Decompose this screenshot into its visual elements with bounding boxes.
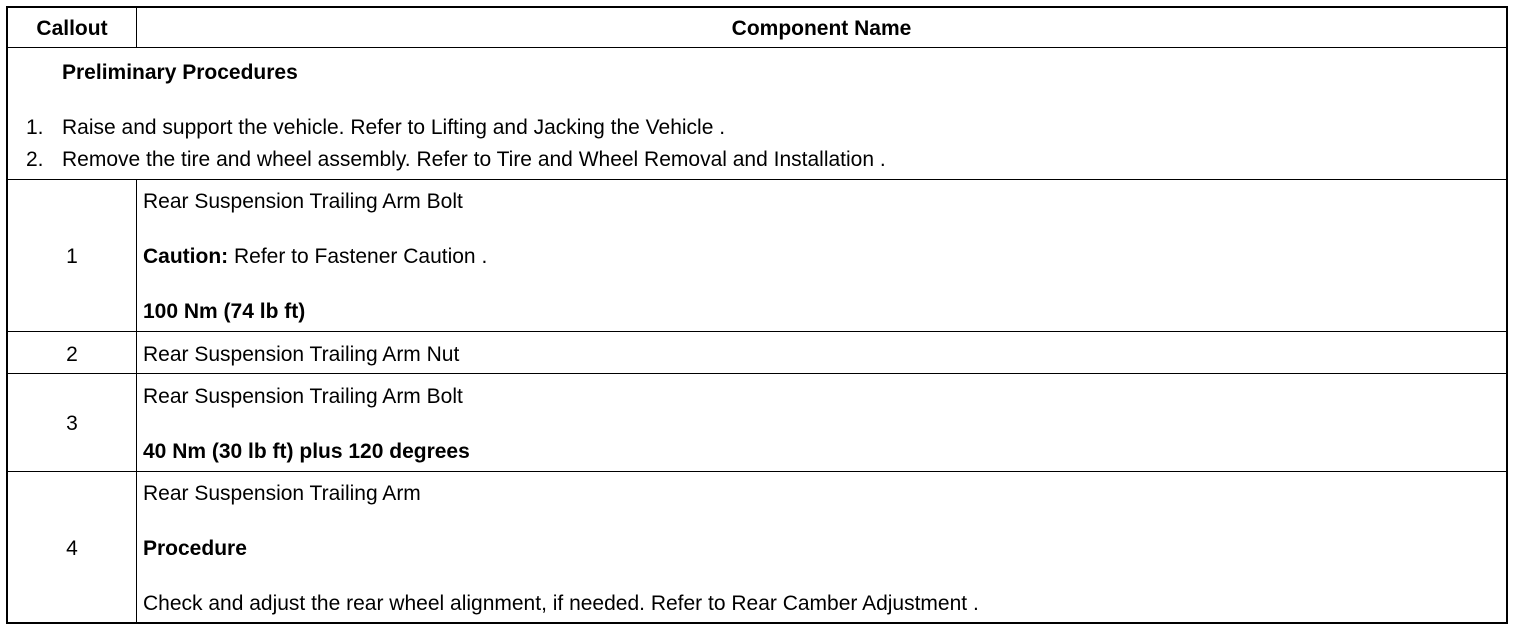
row-separator [8,179,1506,180]
callout-number: 3 [66,412,78,435]
procedure-text: Check and adjust the rear wheel alignment, if needed. Refer to Rear Camber Adjustment . [143,592,979,615]
row-separator [8,331,1506,332]
row-separator [8,471,1506,472]
preliminary-title: Preliminary Procedures [62,61,298,84]
caution-label: Caution: [143,245,229,268]
callout-number: 4 [66,537,78,560]
torque-spec: 40 Nm (30 lb ft) plus 120 degrees [143,440,470,463]
column-divider [136,179,137,624]
component-name: Rear Suspension Trailing Arm Nut [143,343,460,366]
callout-number: 2 [66,343,78,366]
caution-text: Refer to Fastener Caution . [228,245,488,268]
step-text: Raise and support the vehicle. Refer to Lifting and Jacking the Vehicle . [62,116,726,139]
component-table [6,6,1508,624]
component-name: Rear Suspension Trailing Arm [143,482,421,505]
step-text: Remove the tire and wheel assembly. Refer to Tire and Wheel Removal and Installation . [62,148,886,171]
step-number: 2. [26,148,44,171]
procedure-label: Procedure [143,537,247,560]
caution-note [143,245,487,269]
step-number: 1. [26,116,44,139]
torque-spec: 100 Nm (74 lb ft) [143,300,306,323]
header-component-name: Component Name [731,17,912,40]
component-name: Rear Suspension Trailing Arm Bolt [143,385,463,408]
header-callout: Callout [36,17,108,40]
component-name: Rear Suspension Trailing Arm Bolt [143,190,463,213]
row-separator [8,373,1506,374]
callout-number: 1 [66,245,78,268]
row-separator [8,47,1506,48]
